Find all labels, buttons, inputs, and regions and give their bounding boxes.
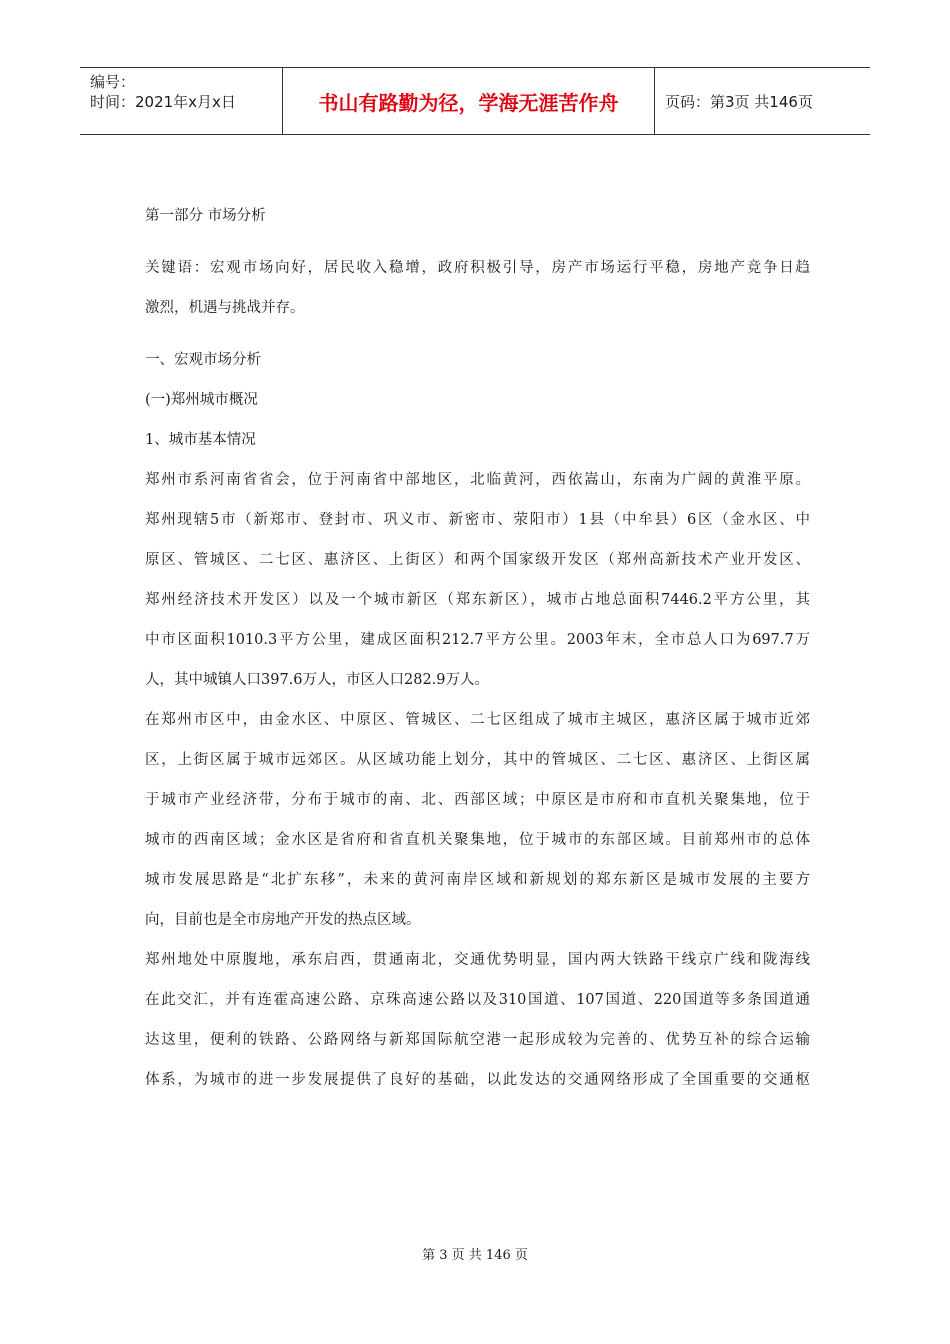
paragraph-line: 城市的西南区域；金水区是省府和省直机关聚集地，位于城市的东部区域。目前郑州市的总体 [145, 832, 810, 848]
paragraph-line: 原区、管城区、二七区、惠济区、上街区）和两个国家级开发区（郑州高新技术产业开发区、 [145, 552, 810, 568]
heading-basic-info: 1、城市基本情况 [145, 432, 256, 448]
paragraph-line: 于城市产业经济带，分布于城市的南、北、西部区域；中原区是市府和市直机关聚集地，位于 [145, 792, 810, 808]
paragraph-line: 人，其中城镇人口397.6万人，市区人口282.9万人。 [145, 672, 490, 688]
heading-macro-analysis: 一、宏观市场分析 [145, 352, 261, 368]
paragraph-line: 在此交汇，并有连霍高速公路、京珠高速公路以及310国道、107国道、220国道等多条国道通 [145, 992, 810, 1008]
paragraph-line: 郑州市系河南省省会，位于河南省中部地区，北临黄河，西依嵩山，东南为广阔的黄淮平原。 [145, 472, 810, 488]
document-body [145, 196, 810, 1100]
keywords-line: 关键语：宏观市场向好，居民收入稳增，政府积极引导，房产市场运行平稳，房地产竞争日趋 [145, 260, 810, 276]
paragraph-line: 达这里，便利的铁路、公路网络与新郑国际航空港一起形成较为完善的、优势互补的综合运输 [145, 1032, 810, 1048]
keywords-line: 激烈，机遇与挑战并存。 [145, 300, 305, 316]
paragraph-line: 中市区面积1010.3平方公里，建成区面积212.7平方公里。2003年末，全市总人口为697.7万 [145, 632, 810, 648]
document-header [80, 67, 870, 135]
header-number-label: 编号： [90, 73, 136, 91]
heading-city-overview: (一)郑州城市概况 [145, 392, 258, 408]
header-meta [80, 68, 282, 134]
header-motto: 书山有路勤为径，学海无涯苦作舟 [282, 68, 655, 134]
page-footer: 第 3 页 共 146 页 [422, 1248, 528, 1263]
paragraph-line: 郑州现辖5市（新郑市、登封市、巩义市、新密市、荥阳市）1县（中牟县）6区（金水区、中 [145, 512, 810, 528]
paragraph-line: 区，上街区属于城市远郊区。从区域功能上划分，其中的管城区、二七区、惠济区、上街区属 [145, 752, 810, 768]
section-title: 第一部分 市场分析 [145, 208, 266, 224]
paragraph-line: 体系，为城市的进一步发展提供了良好的基础，以此发达的交通网络形成了全国重要的交通枢 [145, 1072, 810, 1088]
paragraph-line: 郑州经济技术开发区）以及一个城市新区（郑东新区），城市占地总面积7446.2平方公里，其 [145, 592, 810, 608]
header-page-info: 页码：第3页 共146页 [665, 92, 813, 111]
header-date: 时间：2021年x月x日 [90, 93, 236, 111]
paragraph-line: 城市发展思路是“北扩东移”，未来的黄河南岸区域和新规划的郑东新区是城市发展的主要方 [145, 872, 810, 888]
paragraph-line: 在郑州市区中，由金水区、中原区、管城区、二七区组成了城市主城区，惠济区属于城市近郊 [145, 712, 810, 728]
paragraph-line: 郑州地处中原腹地，承东启西，贯通南北，交通优势明显，国内两大铁路干线京广线和陇海线 [145, 952, 810, 968]
paragraph-line: 向，目前也是全市房地产开发的热点区域。 [145, 912, 421, 928]
